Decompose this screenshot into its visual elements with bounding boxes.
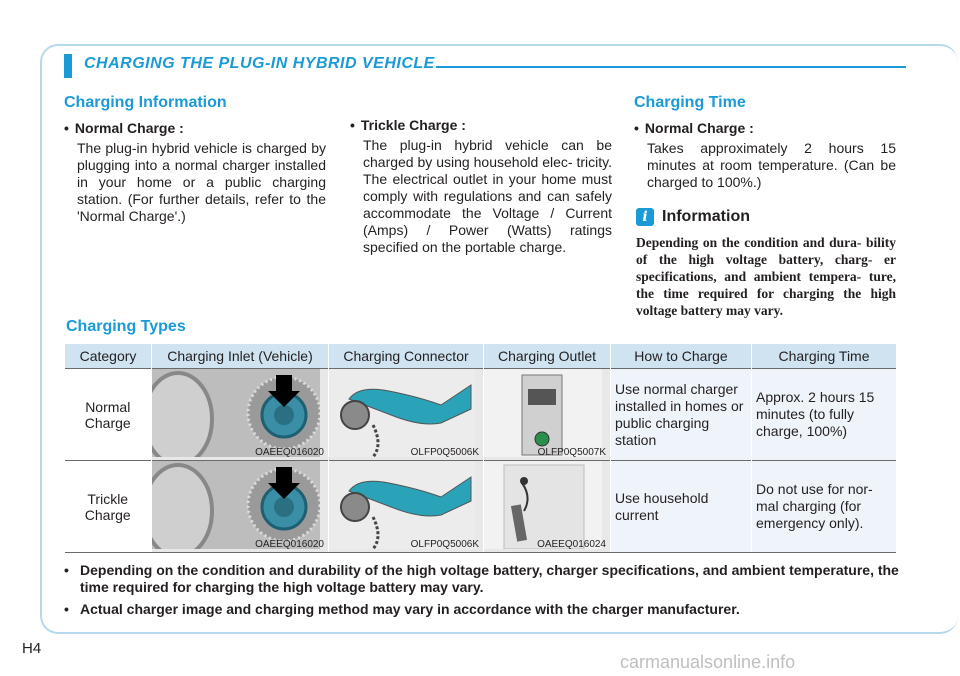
category-cell: Trickle Charge	[65, 461, 152, 553]
trickle-charge-label: • Trickle Charge :	[350, 117, 612, 134]
section-marker	[64, 54, 72, 78]
information-box	[636, 208, 896, 319]
trickle-charge-block	[350, 117, 612, 256]
inlet-image	[152, 369, 329, 461]
charging-time-text: Takes approximately 2 hours 15 minutes at room temperature. (Can be charged to 100%.)	[647, 140, 896, 190]
information-text: Depending on the condition and dura- bility of the high voltage battery, charg- er specifications, and ambient tempera- ture, the time required for charging the high voltage battery may vary.	[636, 235, 896, 319]
table-header: Charging Time	[752, 344, 897, 369]
normal-charge-block	[64, 120, 326, 225]
table-row	[65, 369, 897, 461]
trickle-charge-text: The plug-in hybrid vehicle can be charged by using household elec- tricity. The electrical outlet in your home must comply with regulations and can safely accommodate the Voltage / Current (Amps) / Power (Watts) ratings specified on the portable charge.	[363, 137, 612, 255]
table-header: How to Charge	[611, 344, 752, 369]
outlet-image	[484, 461, 611, 553]
charging-connector-icon	[329, 369, 475, 457]
note-item: • Actual charger image and charging method may vary in accordance with the charger manufacturer.	[64, 601, 900, 618]
category-cell: Normal Charge	[65, 369, 152, 461]
charging-inlet-icon	[152, 461, 320, 549]
normal-charge-label: • Normal Charge :	[64, 120, 326, 137]
charging-time-cell: Approx. 2 hours 15 minutes (to fully charge, 100%)	[752, 369, 897, 461]
information-title: Information	[662, 208, 750, 225]
charging-time-block	[634, 120, 896, 191]
image-code: OAEEQ016020	[255, 447, 324, 458]
charging-time-heading: Charging Time	[634, 94, 746, 111]
inlet-image	[152, 461, 329, 553]
charging-types-heading: Charging Types	[66, 318, 186, 335]
household-outlet-icon	[484, 461, 602, 549]
image-code: OAEEQ016024	[537, 539, 606, 550]
section-title: CHARGING THE PLUG-IN HYBRID VEHICLE	[84, 55, 435, 72]
image-code: OAEEQ016020	[255, 539, 324, 550]
normal-charge-text: The plug-in hybrid vehicle is charged by plugging into a normal charger installed in your home or a public charging station. (For further details, refer to the 'Normal Charge'.)	[77, 140, 326, 224]
outlet-image	[484, 369, 611, 461]
table-row	[65, 461, 897, 553]
table-header-row	[65, 344, 897, 369]
image-code: OLFP0Q5006K	[410, 539, 479, 550]
how-to-charge-cell: Use household current	[611, 461, 752, 553]
table-header: Category	[65, 344, 152, 369]
how-to-charge-cell: Use normal charger installed in homes or public charging station	[611, 369, 752, 461]
table-header: Charging Inlet (Vehicle)	[152, 344, 329, 369]
page-number: H4	[22, 640, 42, 657]
connector-image	[329, 461, 484, 553]
watermark: carmanualsonline.info	[620, 652, 796, 672]
image-code: OLFP0Q5007K	[537, 447, 606, 458]
charging-time-cell: Do not use for nor- mal charging (for emergency only).	[752, 461, 897, 553]
section-rule	[436, 66, 906, 68]
notes-list	[64, 562, 900, 623]
table-header: Charging Outlet	[484, 344, 611, 369]
charging-time-label: • Normal Charge :	[634, 120, 896, 137]
charging-types-table	[64, 344, 896, 553]
info-icon: i	[636, 208, 654, 226]
table-header: Charging Connector	[329, 344, 484, 369]
charging-connector-icon	[329, 461, 475, 549]
image-code: OLFP0Q5006K	[410, 447, 479, 458]
charging-inlet-icon	[152, 369, 320, 457]
charging-outlet-icon	[484, 369, 602, 457]
connector-image	[329, 369, 484, 461]
charging-info-heading: Charging Information	[64, 94, 227, 111]
note-item: • Depending on the condition and durability of the high voltage battery, charger specifications, and ambient temperature, the time required for charging the high voltage battery may vary.	[64, 562, 900, 596]
